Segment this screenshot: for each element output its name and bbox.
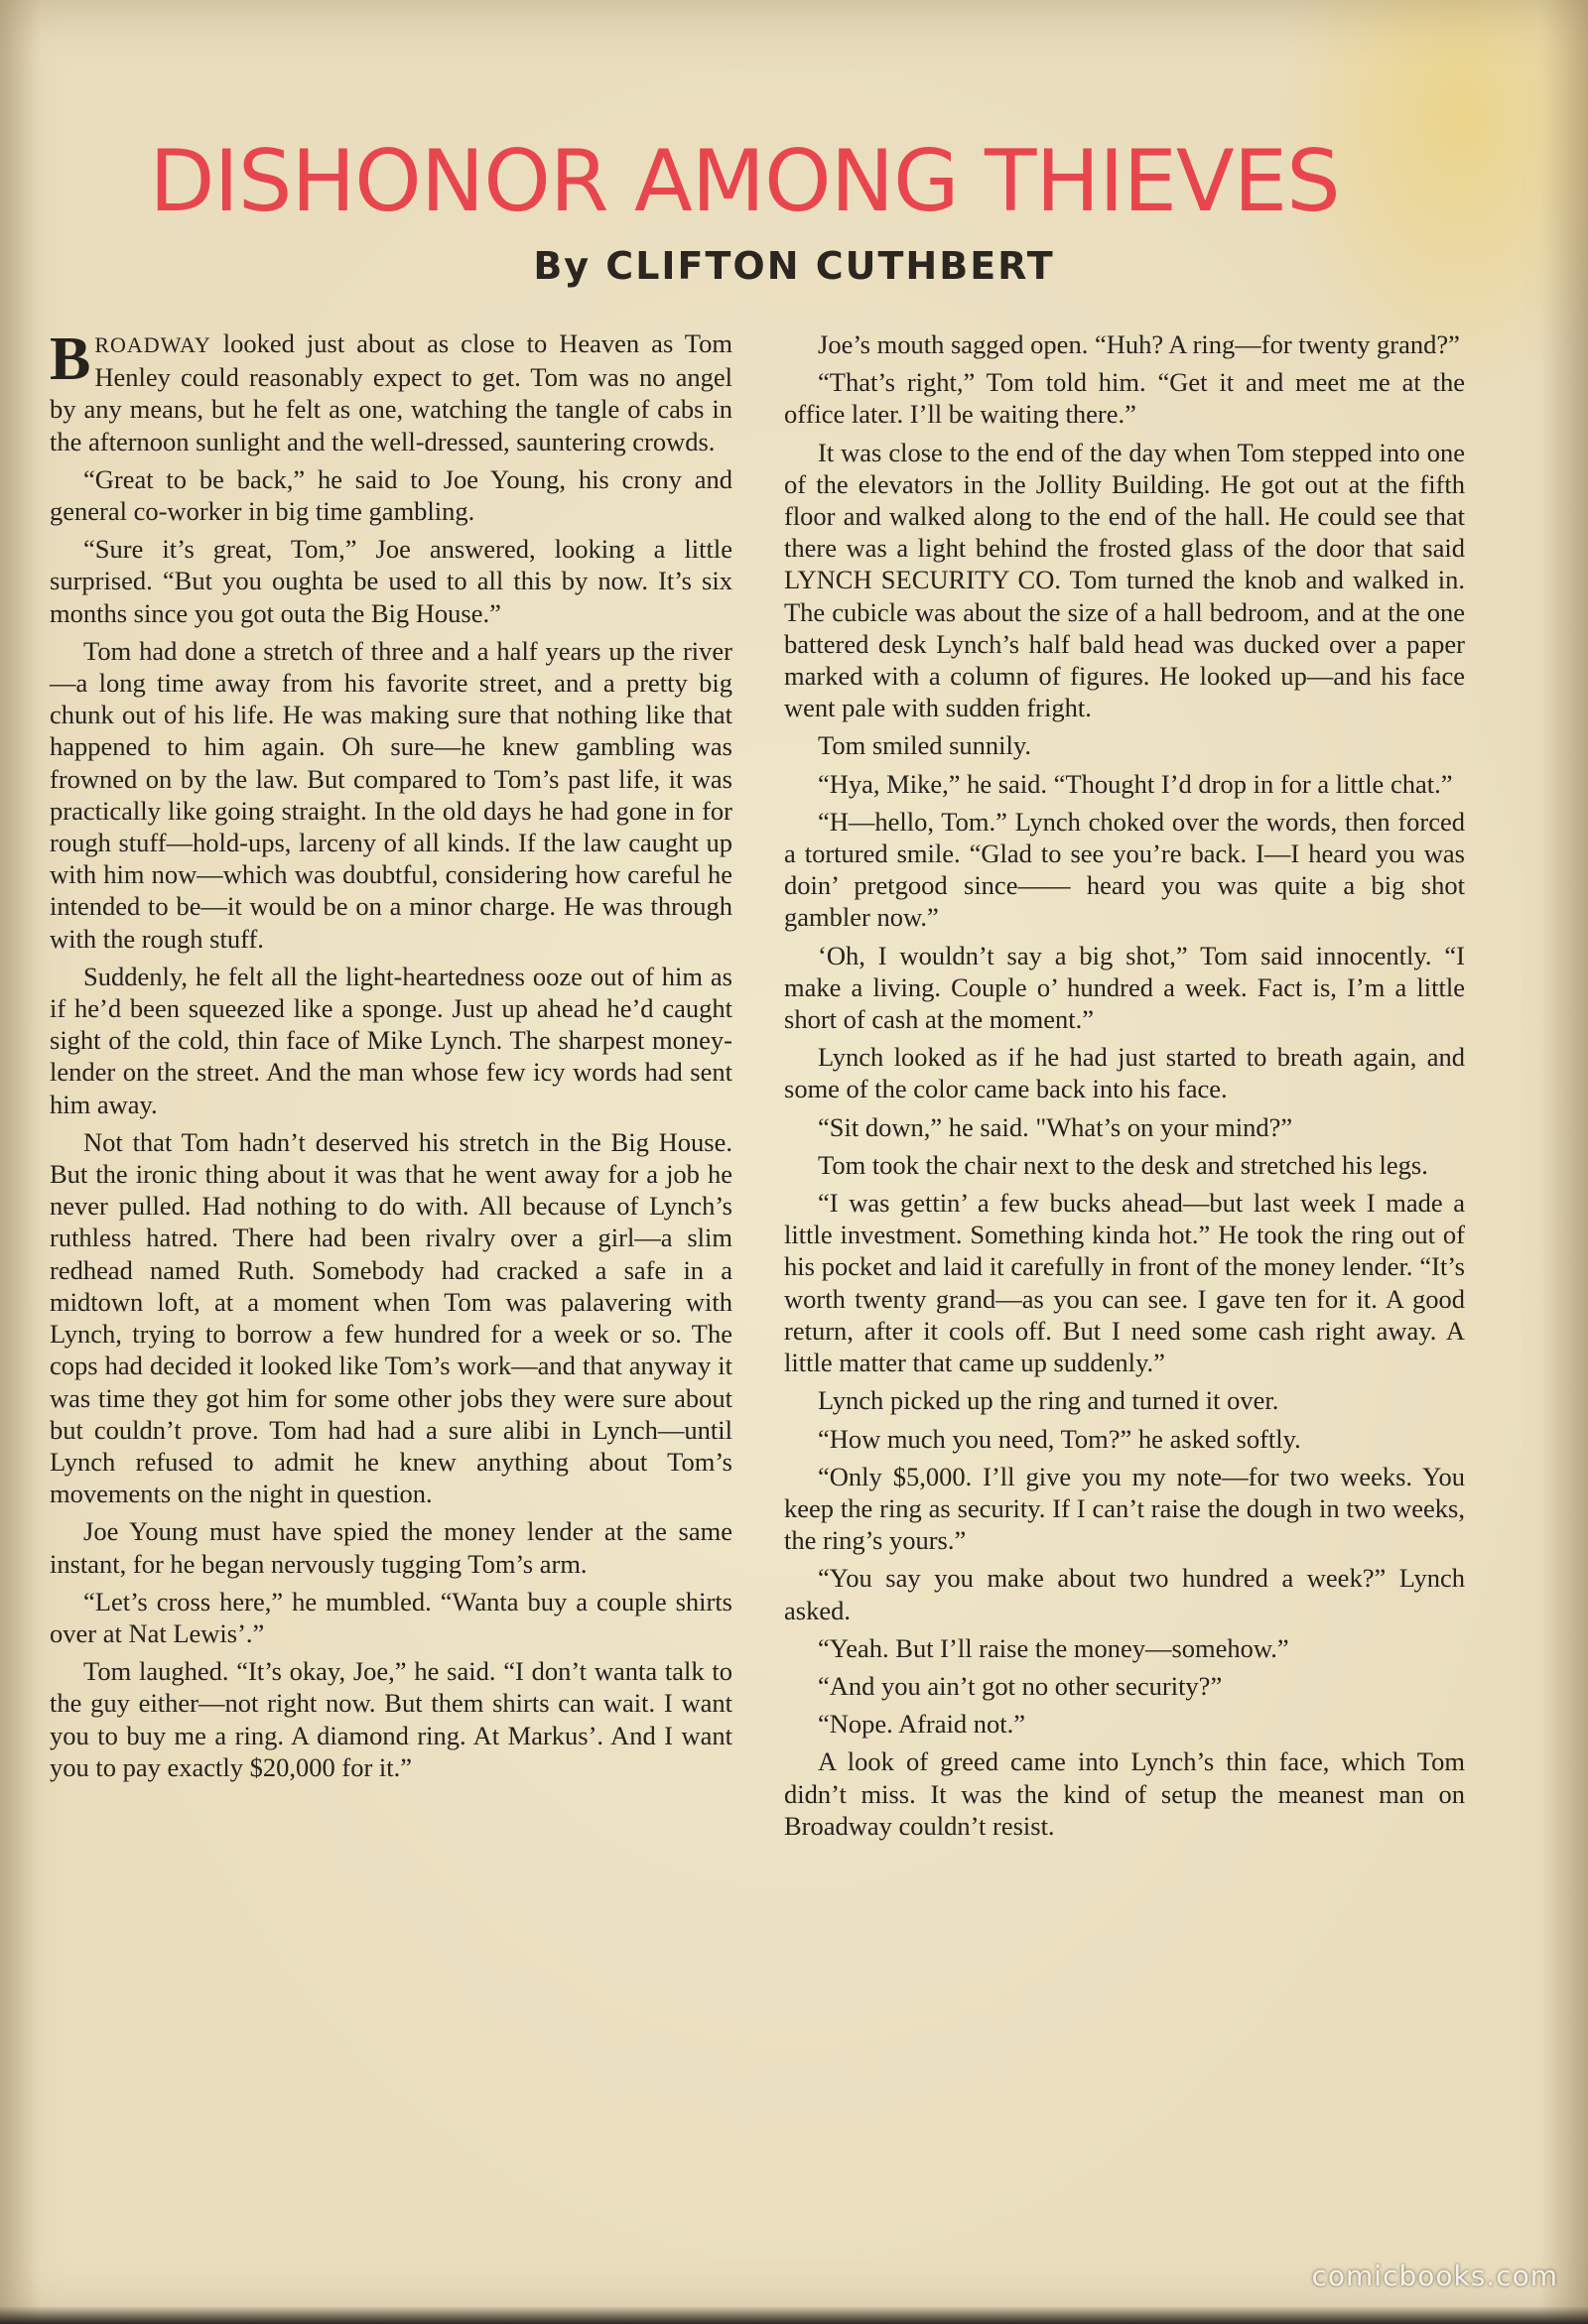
paragraph: “That’s right,” Tom told him. “Get it and meet me at the office later. I’ll be waiting there.” [784,367,1465,430]
paragraph: “I was gettin’ a few bucks ahead—but last week I made a little investment. Something kinda hot.” He took the ring out of his pocket and laid it carefully in front of the money lender. “It’s worth twenty grand—as you can see. I gave ten for it. A good return, after it cools off. But I need some cash right away. A little matter that came up suddenly.” [784,1188,1465,1378]
page-bottom-edge [0,2306,1588,2324]
left-column [50,327,732,1789]
office-text-end: Tom turned the knob and walked in. The cubicle was about the size of a hall bedroom, and at the one battered desk Lynch’s half bald head was ducked over a paper marked with a column of figures. He looked up—and his face went pale with sudden fright. [784,565,1465,723]
opening-text: looked just about as close to Heaven as Tom Henley could reasonably expect to get. Tom was no angel by any means, but he felt as one, watching the tangle of cabs in the afternoon sunlight and the well-dressed, sauntering crowds. [50,328,732,456]
left-paragraph-list [50,463,732,1783]
office-text-start: It was close to the end of the day when Tom stepped into one of the elevators in the Jollity Building. He got out at the fifth floor and walked along to the end of the hall. He could see that there was a light behind the frosted glass of the door that said [784,437,1465,564]
paragraph: Joe Young must have spied the money lender at the same instant, for he began nervously tugging Tom’s arm. [50,1516,732,1579]
paragraph: Joe’s mouth sagged open. “Huh? A ring—for twenty grand?” [818,329,1460,359]
paragraph: “Let’s cross here,” he mumbled. “Wanta buy a couple shirts over at Nat Lewis’.” [50,1586,732,1648]
office-door-sign: LYNCH SECURITY CO. [784,565,1061,595]
paragraph: “Yeah. But I’ll raise the money—somehow.” [818,1632,1289,1663]
paragraph: “Great to be back,” he said to Joe Young, his crony and general co-worker in big time gambling. [50,463,732,527]
paragraph: “Sit down,” he said. "What’s on your mind?” [818,1111,1293,1142]
paragraph: “Nope. Afraid not.” [818,1709,1025,1740]
paragraph: “And you ain’t got no other security?” [818,1670,1223,1701]
office-paragraph [784,437,1465,724]
right-paragraph-list-a [784,328,1465,431]
opening-word: ROADWAY [94,332,211,357]
paragraph: “Sure it’s great, Tom,” Joe answered, looking a little surprised. “But you oughta be used to all this by now. It’s six months since you got outa the Big House.” [50,534,732,628]
paragraph: “Hya, Mike,” he said. “Thought I’d drop in for a little chat.” [818,768,1453,799]
paragraph: A look of greed came into Lynch’s thin face, which Tom didn’t miss. It was the kind of setup the meanest man on Broadway couldn’t resist. [784,1746,1465,1841]
paragraph: ‘Oh, I wouldn’t say a big shot,” Tom said innocently. “I make a living. Couple o’ hundred a week. Fact is, I’m a little short of cash at the moment.” [784,940,1465,1035]
right-column [784,328,1465,1848]
opening-paragraph [50,327,732,457]
paragraph: “H—hello, Tom.” Lynch choked over the words, then forced a tortured smile. “Glad to see you’re back. I—I heard you was doin’ pretgood since—— heard you was quite a big shot gambler now.” [784,806,1465,933]
story-title: DISHONOR AMONG THIEVES [149,132,1340,231]
drop-cap: B [50,325,91,393]
paragraph: Tom had done a stretch of three and a half years up the river—a long time away from his favorite street, and a pretty big chunk out of his life. He was making sure that nothing like that happened to him again. Oh sure—he knew gambling was frowned on by the law. But compared to Tom’s past life, it was practically like going straight. In the old days he had gone in for rough stuff—hold-ups, larceny of all kinds. If the law caught up with him now—which was doubtful, considering how careful he intended to be—it would be on a minor charge. He was through with the rough stuff. [50,635,732,954]
paragraph: Tom smiled sunnily. [818,730,1032,761]
story-byline: By CLIFTON CUTHBERT [533,244,1055,288]
paragraph: Suddenly, he felt all the light-heartedness ooze out of him as if he’d been squeezed like a sponge. Just up ahead he’d caught sight of the cold, thin face of Mike Lynch. The sharpest money-lender on the street. And the man whose few icy words had sent him away. [50,961,732,1119]
paragraph: “How much you need, Tom?” he asked softly. [818,1423,1301,1454]
right-paragraph-list-b [784,729,1465,1842]
paragraph: Tom laughed. “It’s okay, Joe,” he said. “I don’t wanta talk to the guy either—not right now. But them shirts can wait. I want you to buy me a ring. A diamond ring. At Markus’. And I want you to pay exactly $20,000 for it.” [50,1656,732,1782]
paragraph: “Only $5,000. I’ll give you my note—for two weeks. You keep the ring as security. If I can’t raise the dough in two weeks, the ring’s yours.” [784,1461,1465,1556]
site-watermark: comicbooks.com [1311,2259,1558,2292]
paragraph: Lynch looked as if he had just started to breath again, and some of the color came back into his face. [784,1042,1465,1104]
paragraph: “You say you make about two hundred a week?” Lynch asked. [784,1563,1465,1625]
paragraph: Not that Tom hadn’t deserved his stretch in the Big House. But the ironic thing about it was that he went away for a job he never pulled. Had nothing to do with. All because of Lynch’s ruthless hatred. There had been rivalry over a girl—a slim redhead named Ruth. Somebody had cracked a safe in a midtown loft, at a moment when Tom was palavering with Lynch, trying to borrow a few hundred for a week or so. The cops had decided it looked like Tom’s work—and that anyway it was time they got him for some other jobs they were sure about but couldn’t prove. Tom had had a sure alibi in Lynch—until Lynch refused to admit he knew anything about Tom’s movements on the night in question. [50,1126,732,1509]
paragraph: Tom took the chair next to the desk and stretched his legs. [818,1149,1428,1180]
paragraph: Lynch picked up the ring and turned it over. [818,1385,1279,1416]
